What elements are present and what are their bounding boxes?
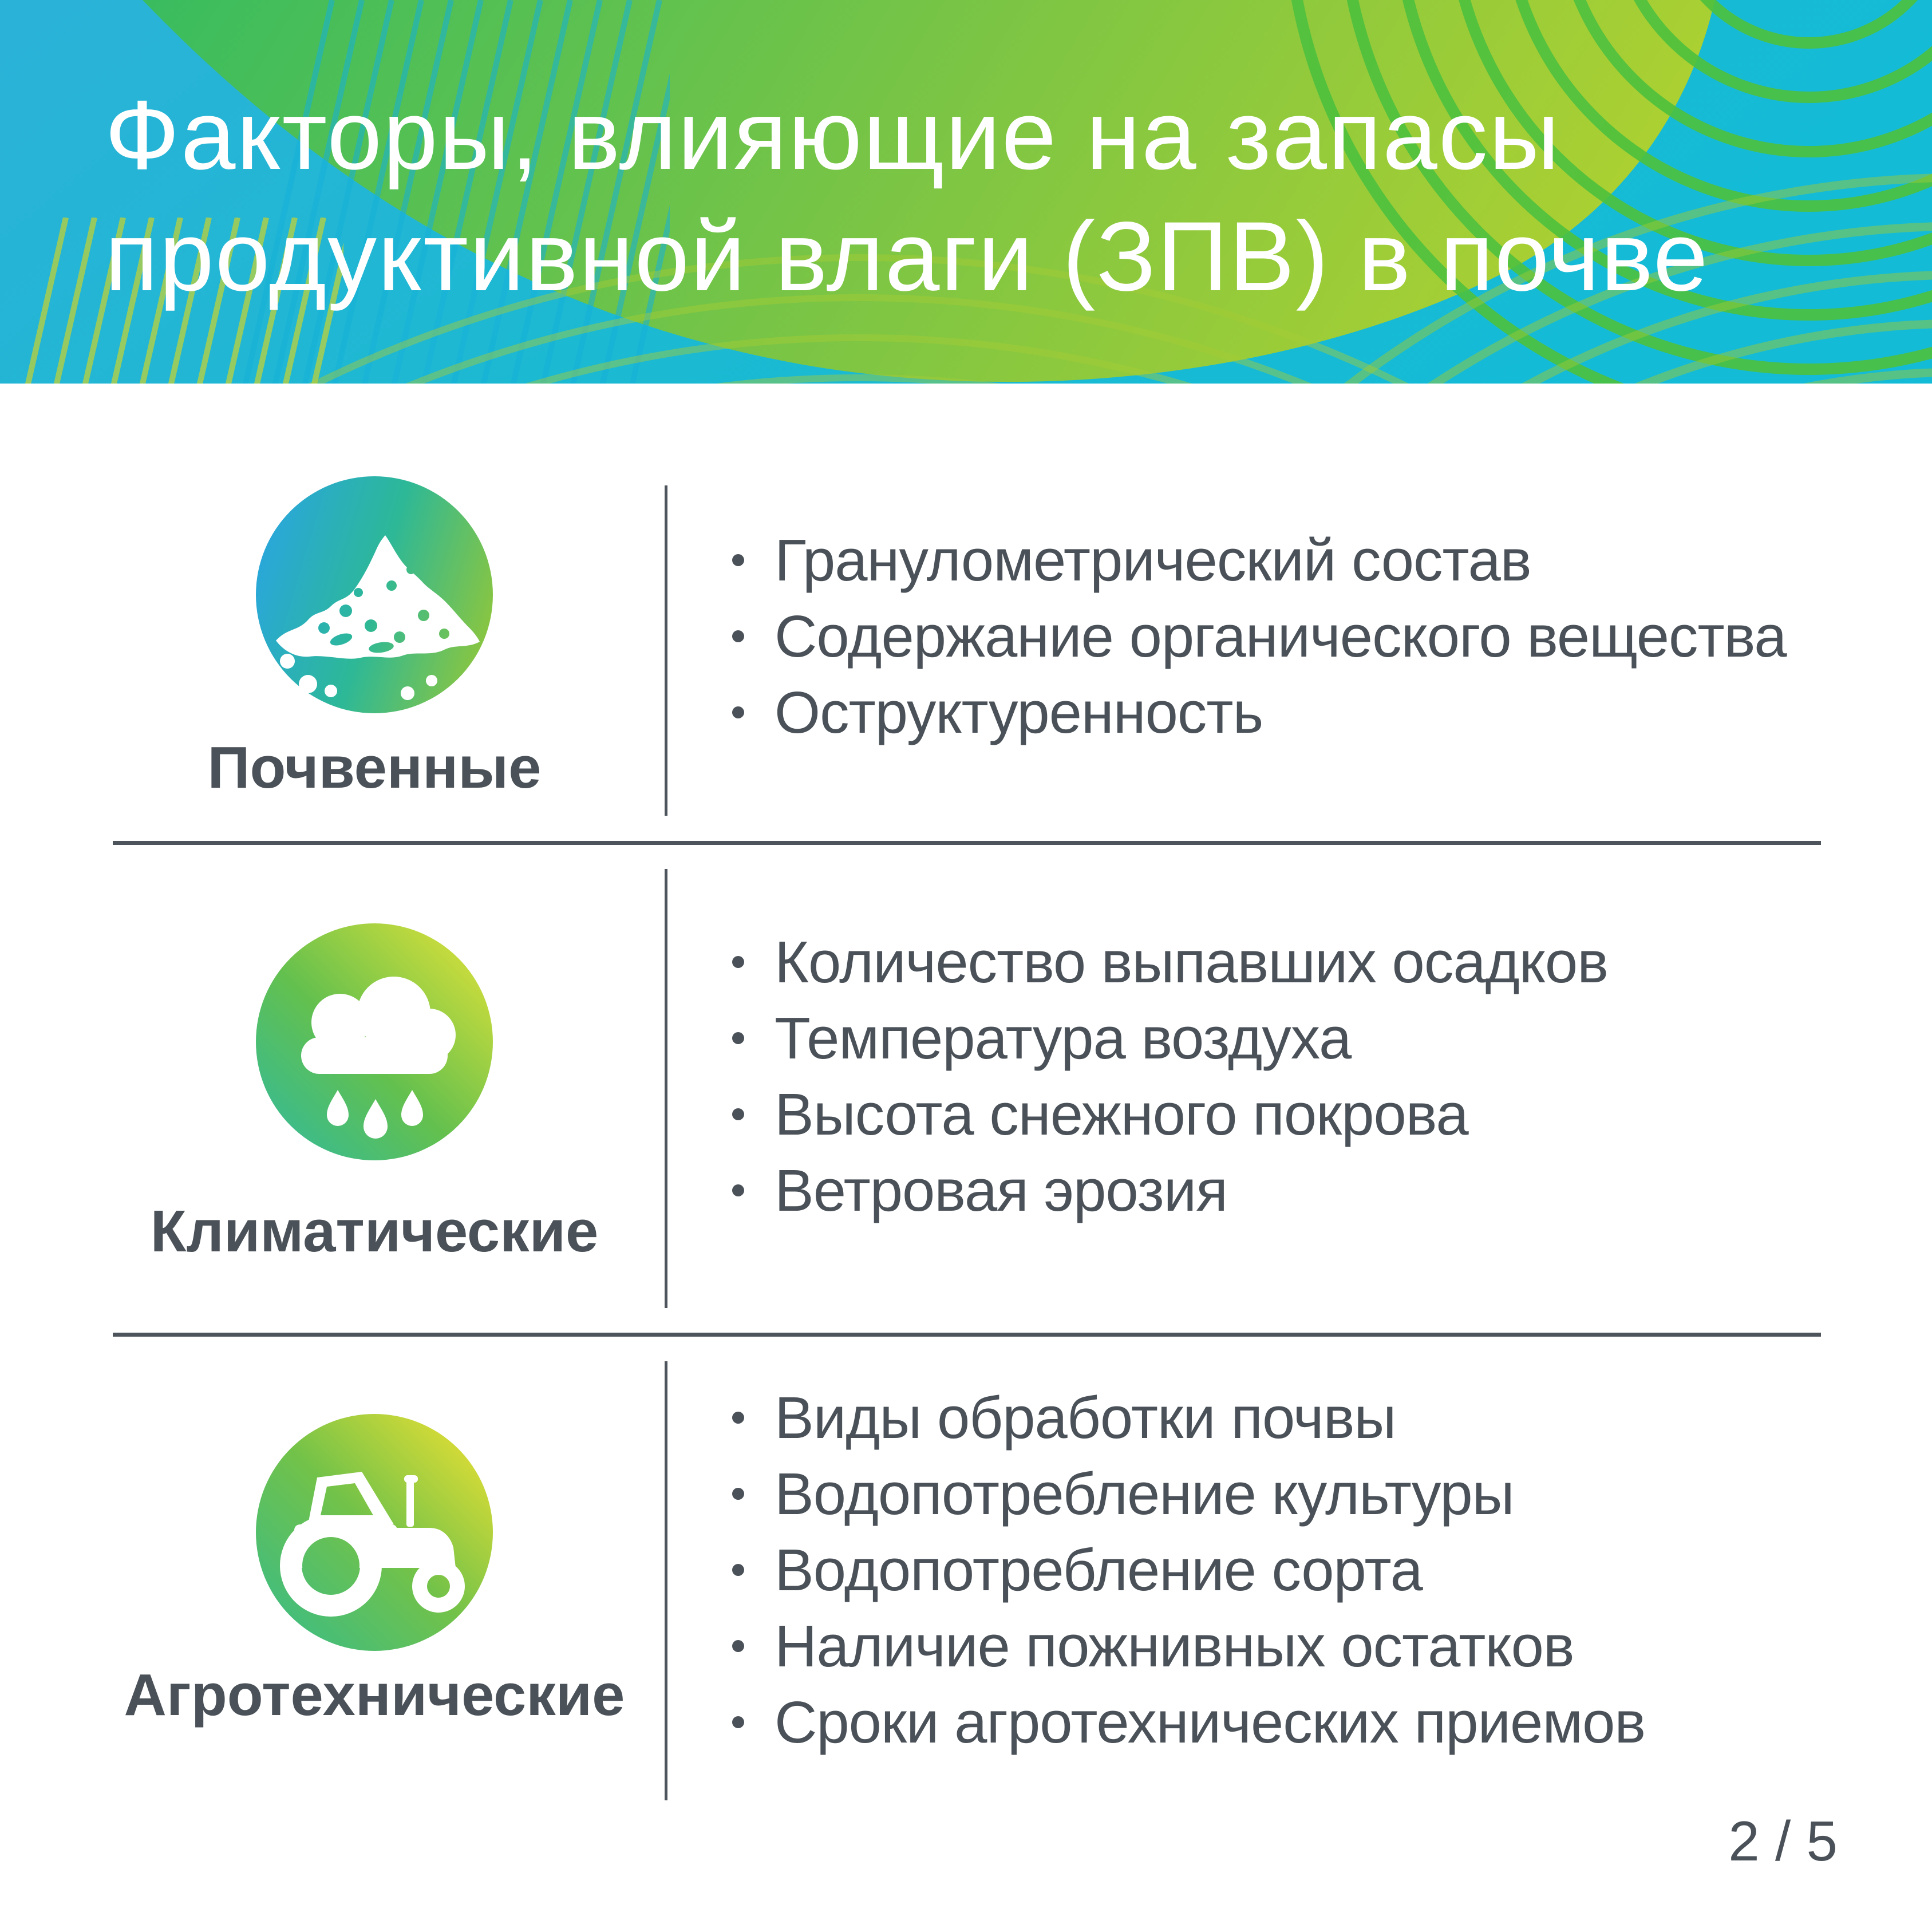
bullet-dot bbox=[732, 554, 744, 566]
divider-vertical bbox=[665, 485, 667, 816]
list-item: Оструктуренность bbox=[718, 674, 1787, 750]
list-item: Виды обработки почвы bbox=[718, 1380, 1645, 1456]
header-banner bbox=[0, 0, 1932, 384]
list-item: Водопотребление сорта bbox=[718, 1532, 1645, 1608]
page-title bbox=[105, 74, 1709, 317]
bullet-dot bbox=[732, 630, 744, 642]
divider-horizontal bbox=[113, 841, 1821, 845]
bullet-dot bbox=[732, 1108, 744, 1120]
list-item: Наличие пожнивных остатков bbox=[718, 1608, 1645, 1684]
divider-vertical bbox=[665, 1361, 667, 1800]
title-line-1: Факторы, влияющие на запасы bbox=[105, 80, 1561, 190]
list-item: Водопотребление культуры bbox=[718, 1456, 1645, 1532]
bullet-dot bbox=[732, 1640, 744, 1652]
list-item: Гранулометрический состав bbox=[718, 522, 1787, 598]
bullet-list-agrotechnical bbox=[718, 1380, 1645, 1760]
bullet-dot bbox=[732, 1488, 744, 1500]
section-label-climate: Климатические bbox=[150, 1198, 599, 1264]
list-item: Температура воздуха bbox=[718, 1000, 1608, 1076]
rain-cloud-icon bbox=[256, 923, 493, 1160]
list-item: Высота снежного покрова bbox=[718, 1076, 1608, 1152]
bullet-dot bbox=[732, 1184, 744, 1196]
title-line-2: продуктивной влаги (ЗПВ) в почве bbox=[105, 202, 1709, 311]
list-item: Ветровая эрозия bbox=[718, 1152, 1608, 1228]
list-item: Сроки агротехнических приемов bbox=[718, 1684, 1645, 1760]
bullet-list-soil bbox=[718, 522, 1787, 750]
divider-horizontal bbox=[113, 1333, 1821, 1337]
tractor-icon bbox=[256, 1414, 493, 1651]
bullet-dot bbox=[732, 1564, 744, 1576]
bullet-dot bbox=[732, 1716, 744, 1728]
divider-vertical bbox=[665, 869, 667, 1308]
bullet-dot bbox=[732, 706, 744, 718]
soil-pile-icon bbox=[256, 476, 493, 713]
section-label-agrotechnical: Агротехнические bbox=[124, 1662, 625, 1728]
bullet-dot bbox=[732, 956, 744, 968]
list-item: Содержание органического вещества bbox=[718, 598, 1787, 674]
bullet-dot bbox=[732, 1412, 744, 1424]
list-item: Количество выпавших осадков bbox=[718, 924, 1608, 1000]
section-label-soil: Почвенные bbox=[207, 734, 542, 800]
bullet-list-climate bbox=[718, 924, 1608, 1228]
page-indicator: 2 / 5 bbox=[1728, 1809, 1838, 1872]
bullet-dot bbox=[732, 1032, 744, 1044]
